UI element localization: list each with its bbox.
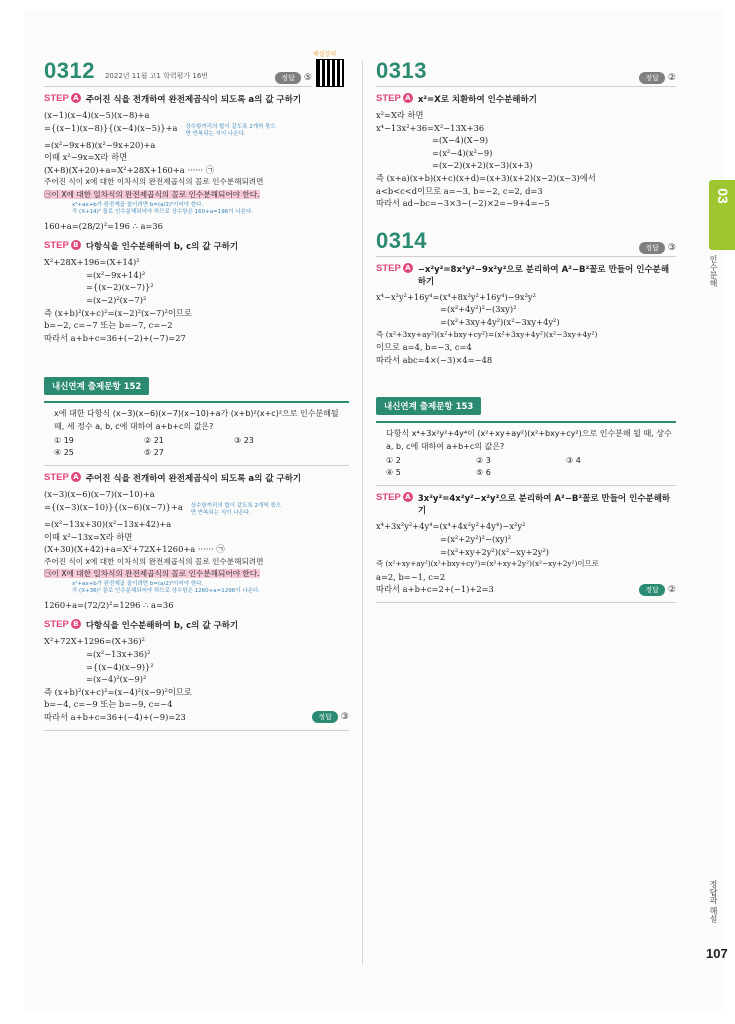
answer-value: ②: [667, 73, 676, 83]
step-a-heading: STEP A 3x²y²=4x²y²−x²y²으로 분리하여 A²−B²꼴로 만들어 인수분해하기: [376, 492, 671, 517]
left-column: [44, 58, 349, 737]
solution-line: (X+30)(X+42)+a=X²+72X+1260+a ······ ㉠: [44, 544, 225, 555]
solution-line: (x−1)(x−4)(x−5)(x−8)+a: [44, 110, 150, 120]
side-note: 즉 (X+14)² 꼴로 인수분해되어야 하므로 상수항은 160+a=196이 나온다.: [72, 209, 254, 216]
choice[interactable]: ① 19: [54, 436, 74, 446]
step-a-heading: STEP A x²=X로 치환하여 인수분해하기: [376, 93, 537, 105]
solution-line: x⁴+3x²y²+4y⁴=(x⁴+4x²y²+4y⁴)−x²y²: [376, 521, 526, 532]
choice[interactable]: ③ 4: [566, 456, 581, 466]
related-problem-153: [376, 394, 676, 603]
answer-value: ③: [667, 242, 676, 253]
choice[interactable]: ③ 23: [234, 436, 254, 446]
answer-badge: 정답: [275, 72, 301, 84]
problem-source: 2022년 11월 고1 학력평가 16번: [104, 72, 209, 80]
solution-line: 즉 (x+b)²(x+c)²=(x−4)²(x−9)²이므로: [44, 686, 192, 697]
solution-line: 주어진 식이 x에 대한 이차식의 완전제곱식의 꼴로 인수분해되려면: [44, 177, 264, 187]
side-note: x²+ax+b가 완전제곱 꼴이려면 b=(a/2)²이어야 한다.: [72, 201, 204, 208]
solution-line: 따라서 a+b+c=36+(−2)+(−7)=27: [44, 332, 186, 343]
solution-line: 이때 x²−9x=X라 하면: [44, 152, 128, 163]
solution-line: 이므로 a=4, b=−3, c=4: [376, 342, 472, 353]
solution-line: b=−2, c=−7 또는 b=−7, c=−2: [44, 320, 173, 331]
solution-line: 즉 (x²+xy+ay²)(x²+bxy+cy²)=(x²+xy+2y²)(x²−xy+2y²)이므로: [376, 559, 599, 569]
choices: [44, 435, 349, 459]
question-text: x에 대한 다항식 (x−3)(x−6)(x−7)(x−10)+a가 (x+b)²(x+c)²으로 인수분해될 때, 세 정수 a, b, c에 대하여 a+b+c의 값은?: [54, 409, 339, 432]
solution-line: =(x−4)²(x−9)²: [86, 674, 147, 685]
answer-value: ⑤: [303, 73, 312, 83]
solution-line: 따라서 abc=4×(−3)×4=−48: [376, 354, 493, 365]
solution-line: =(x²+2y²)²−(xy)²: [440, 533, 512, 544]
answer-badge: 정답: [312, 711, 338, 723]
problem-0312-header: [44, 58, 312, 87]
related-problem-152: [44, 374, 349, 730]
choice[interactable]: ⑤ 27: [144, 448, 164, 458]
solution-line: =(x²+3xy+4y²)(x²−3xy+4y²): [440, 316, 560, 327]
qr-label: 해설강의: [313, 51, 337, 58]
solution-line: 즉 (x²+3xy+ay²)(x²+bxy+cy²)=(x²+3xy+4y²)(x²−3xy+4y²): [376, 329, 598, 339]
solution-line: =(x²+xy+2y²)(x²−xy+2y²): [440, 546, 550, 557]
solution-line: =(X−4)(X−9): [432, 135, 489, 146]
choice[interactable]: ① 2: [386, 456, 401, 466]
choice[interactable]: ④ 5: [386, 468, 401, 478]
solution-line: 이때 x²−13x=X라 하면: [44, 531, 133, 542]
answer-badge: 정답: [639, 584, 665, 596]
right-column: [376, 58, 676, 609]
solution-line: a=2, b=−1, c=2: [376, 571, 446, 582]
highlighted-line: ㉠이 X에 대한 일차식의 완전제곱식의 꼴로 인수분해되어야 한다.: [44, 189, 260, 199]
answer-value: ③: [340, 712, 349, 723]
problem-number: 0313: [376, 58, 427, 83]
step-b-heading: STEP B 다항식을 인수분해하여 b, c의 값 구하기: [44, 240, 239, 253]
solution-line: =(x²−13x+30)(x²−13x+42)+a: [44, 518, 172, 529]
solution-line: ={(x−3)(x−10)}{(x−6)(x−7)}+a: [44, 501, 183, 512]
problem-number: 0314: [376, 227, 427, 253]
solution-line: X²+28X+196=(X+14)²: [44, 257, 140, 268]
choice[interactable]: ④ 25: [54, 448, 74, 458]
solution-line: x²=X라 하면: [376, 110, 424, 120]
problem-0314-header: [376, 228, 676, 257]
side-note: 상수항끼리의 합이 같도록 2개씩 묶으면 반복되는 식이 나온다.: [185, 123, 276, 138]
choice[interactable]: ② 3: [476, 456, 491, 466]
step-a-heading: STEP A 주어진 식을 전개하여 완전제곱식이 되도록 a의 값 구하기: [44, 93, 302, 105]
answer-badge: 정답: [639, 242, 665, 254]
solution-line: 주어진 식이 x에 대한 이차식의 완전제곱식의 꼴로 인수분해되려면: [44, 556, 264, 566]
solution-line: (x−3)(x−6)(x−7)(x−10)+a: [44, 489, 155, 500]
question-text: 다항식 x⁴+3x²y²+4y⁴이 (x²+xy+ay²)(x²+bxy+cy²)으로 인수분해 될 때, 상수 a, b, c에 대하여 a+b+c의 값은?: [386, 429, 672, 452]
solution-line: ={(x−2)(x−7)}²: [86, 282, 154, 293]
solution-line: =(x²−9x+14)²: [86, 269, 146, 280]
chapter-tab-label: 인수분해: [709, 255, 718, 287]
solution-line: b=−4, c=−9 또는 b=−9, c=−4: [44, 699, 173, 710]
solution-line: X²+72X+1296=(X+36)²: [44, 636, 145, 647]
solution-line: 1260+a=(72/2)²=1296 ∴ a=36: [44, 599, 174, 610]
answer-value: ②: [667, 584, 676, 595]
problem-0313-header: [376, 58, 676, 87]
problem-number: 0312: [44, 58, 95, 83]
column-divider: [362, 60, 363, 965]
answer-badge: 정답: [639, 72, 665, 84]
page-number: 107: [706, 946, 728, 961]
solution-line: 따라서 a+b+c=36+(−4)+(−9)=23: [44, 712, 186, 723]
related-problem-label: 내신연계 출제문항 153: [376, 397, 481, 415]
footer-section-label: 정답과 해설: [709, 880, 718, 923]
chapter-tab-number: 03: [714, 188, 731, 204]
solution-line: =(x−2)²(x−7)²: [86, 294, 147, 305]
step-a-heading: STEP A −x²y²=8x²y²−9x²y²으로 분리하여 A²−B²꼴로 만들어 인수분해하기: [376, 262, 670, 287]
solution-line: =(x²−13x+36)²: [86, 649, 151, 660]
solution-line: 즉 (x+a)(x+b)(x+c)(x+d)=(x+3)(x+2)(x−2)(x−3)에서: [376, 172, 596, 183]
solution-line: ={(x−1)(x−8)}{(x−4)(x−5)}+a: [44, 122, 178, 133]
solution-line: 즉 (x+b)²(x+c)²=(x−2)²(x−7)²이므로: [44, 307, 192, 318]
solution-line: x⁴−x²y²+16y⁴=(x⁴+8x²y²+16y⁴)−9x²y²: [376, 291, 536, 302]
choice[interactable]: ⑤ 6: [476, 468, 491, 478]
solution-line: =(x²+4y²)²−(3xy)²: [440, 304, 517, 315]
side-note: 상수항끼리의 합이 같도록 2개씩 묶으면 반복되는 식이 나온다.: [190, 502, 281, 517]
step-a-heading: STEP A 주어진 식을 전개하여 완전제곱식이 되도록 a의 값 구하기: [44, 472, 302, 485]
solution-line: =(x−2)(x+2)(x−3)(x+3): [432, 160, 533, 171]
highlighted-line: ㉠이 X에 대한 일차식의 완전제곱식의 꼴로 인수분해되어야 한다.: [44, 569, 260, 579]
side-note: 즉 (X+36)² 꼴로 인수분해되어야 하므로 상수항은 1260+a=1296이 나온다.: [72, 588, 261, 595]
choices: [376, 455, 676, 479]
solution-line: x⁴−13x²+36=X²−13X+36: [376, 122, 485, 133]
solution-line: ={(x−4)(x−9)}²: [86, 661, 154, 672]
choice[interactable]: ② 21: [144, 436, 164, 446]
solution-line: 따라서 ad−bc=−3×3−(−2)×2=−9+4=−5: [376, 198, 550, 209]
step-b-heading: STEP B 다항식을 인수분해하여 b, c의 값 구하기: [44, 619, 239, 632]
solution-line: =(x²−9x+8)(x²−9x+20)+a: [44, 139, 156, 150]
related-problem-label: 내신연계 출제문항 152: [44, 377, 149, 395]
solution-line: a<b<c<d이므로 a=−3, b=−2, c=2, d=3: [376, 185, 543, 196]
solution-line: =(x²−4)(x²−9): [432, 147, 493, 158]
solution-line: (X+8)(X+20)+a=X²+28X+160+a ······ ㉠: [44, 164, 215, 175]
side-note: x²+ax+b가 완전제곱 꼴이려면 b=(a/2)²이어야 한다.: [72, 580, 204, 587]
solution-line: 160+a=(28/2)²=196 ∴ a=36: [44, 220, 163, 231]
solution-line: 따라서 a+b+c=2+(−1)+2=3: [376, 584, 494, 595]
